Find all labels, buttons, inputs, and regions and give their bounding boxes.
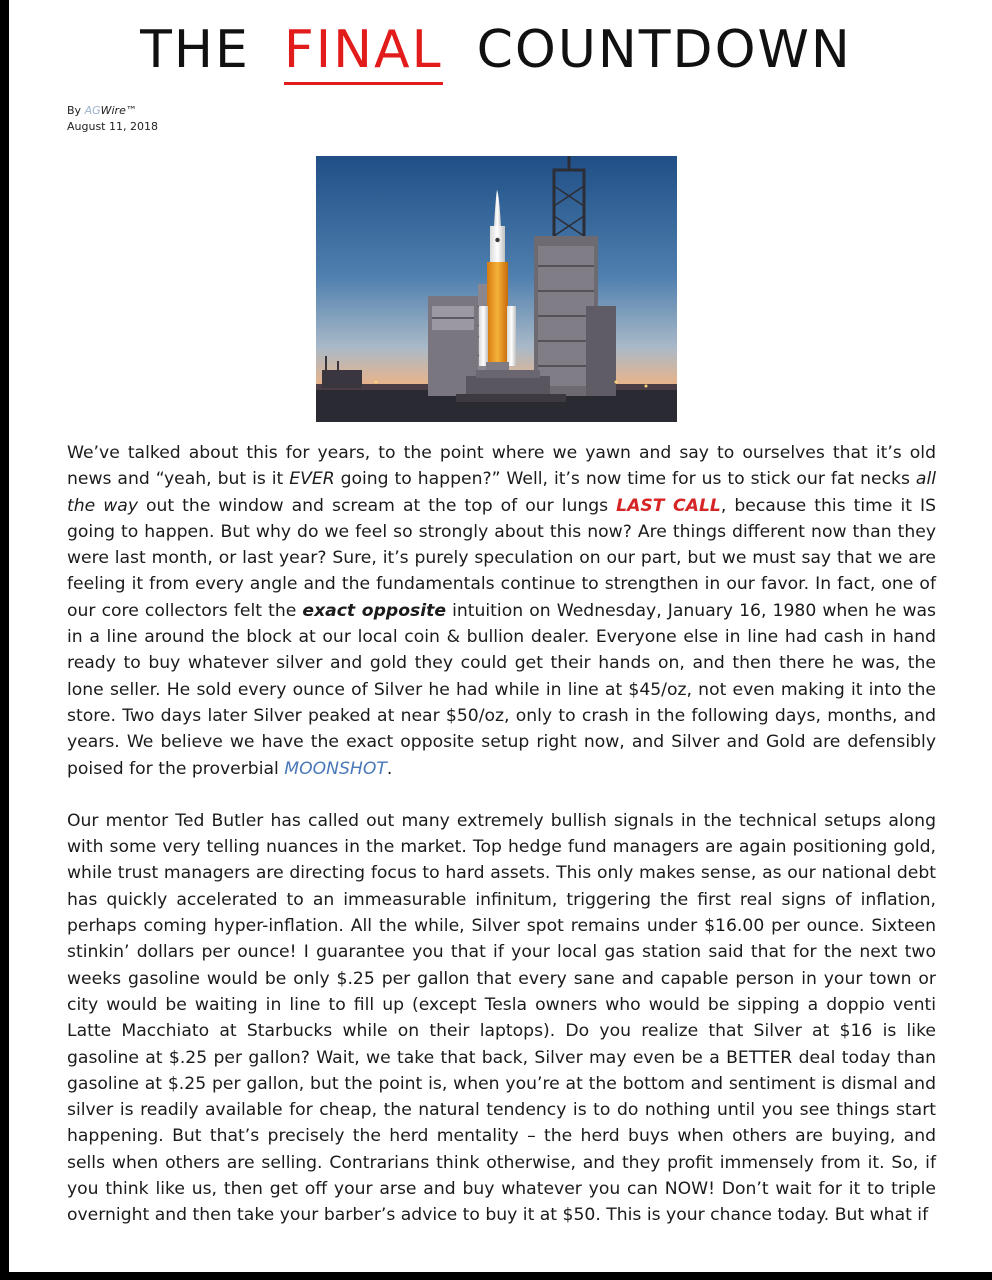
paragraph-1 xyxy=(67,440,936,782)
p1-last-call: LAST CALL xyxy=(616,495,721,516)
p1-text-f: . xyxy=(386,758,393,779)
p1-exact-opposite: exact opposite xyxy=(302,600,446,621)
p1-text-a: We’ve talked about this for years, to the point where we yawn and say to ourselves that it’s old news and “yeah, but is it xyxy=(67,443,936,490)
p1-emphasis-ever: EVER xyxy=(289,469,335,490)
paragraph-2: Our mentor Ted Butler has called out many extremely bullish signals in the technical setups along with some very telling nuances in the market. Top hedge fund managers are again positioning gold, while trust managers are directing focus to hard assets. This only makes sense, as our national debt has quickly accelerated to an immeasurable infinitum, triggering the first real signs of inflation, perhaps coming hyper-inflation. All the while, Silver spot remains under $16.00 per ounce. Sixteen stinkin’ dollars per ounce! I guarantee you that if your local gas station said that for the next two weeks gasoline would be only $.25 per gallon that every sane and capable person in your town or city would be waiting in line to fill up (except Tesla owners who would be sipping a doppio venti Latte Macchiato at Starbucks while on their laptops). Do you realize that Silver at $16 is like gasoline at $.25 per gallon? Wait, we take that back, Silver may even be a BETTER deal today than gasoline at $.25 per gallon, but the point is, when you’re at the bottom and sentiment is dismal and silver is readily available for cheap, the natural tendency is to do nothing until you see things start happening. But that’s precisely the herd mentality – the herd buys when others are buying, and sells when others are selling. Contrarians think otherwise, and they profit immensely from it. So, if you think like us, then get off your arse and buy whatever you can NOW! Don’t wait for it to triple overnight and then take your barber’s advice to buy it at $50. This is your chance today. But what if xyxy=(67,810,936,1226)
headline xyxy=(0,20,992,80)
author-line xyxy=(67,103,158,119)
p1-text-d: , because this time it IS going to happen. But why do we feel so strongly about this now? Are things different now than they were last month, or last year? Sure, it’s purely speculation on our part, but we must say that we are feeling it from every angle and the fundamentals continue to strengthen in our favor. In fact, one of our core collectors felt the xyxy=(67,495,936,621)
p1-text-b: going to happen?” Well, it’s now time for us to stick our fat necks xyxy=(334,469,916,490)
p1-moonshot: MOONSHOT xyxy=(284,758,387,779)
page-bottom-edge xyxy=(0,1272,992,1280)
p1-emphasis-all-the-way: all the way xyxy=(67,469,936,516)
p1-text-e: intuition on Wednesday, January 16, 1980 when he was in a line around the block at our local coin & bullion dealer. Everyone else in line had cash in hand ready to buy whatever silver and gold they could get their hands on, and then there he was, the lone seller. He sold every ounce of Silver he had while in line at $45/oz, not even making it into the store. Two days later Silver peaked at near $50/oz, only to crash in the following days, months, and years. We believe we have the exact opposite setup right now, and Silver and Gold are defensibly poised for the proverbial xyxy=(67,600,936,779)
article-body xyxy=(67,440,936,1255)
byline xyxy=(67,103,158,135)
page-left-edge xyxy=(0,0,9,1280)
headline-word-the: THE xyxy=(140,20,250,80)
brand-wire: Wire™ xyxy=(100,104,137,117)
byline-prefix: By xyxy=(67,104,85,117)
rocket-launch-image xyxy=(316,156,677,422)
headline-word-countdown: COUNTDOWN xyxy=(476,20,852,80)
publish-date: August 11, 2018 xyxy=(67,120,158,133)
headline-word-final: FINAL xyxy=(284,20,443,85)
author-brand xyxy=(85,104,137,117)
p1-text-c: out the window and scream at the top of our lungs xyxy=(138,495,617,516)
brand-ag: AG xyxy=(84,104,101,117)
